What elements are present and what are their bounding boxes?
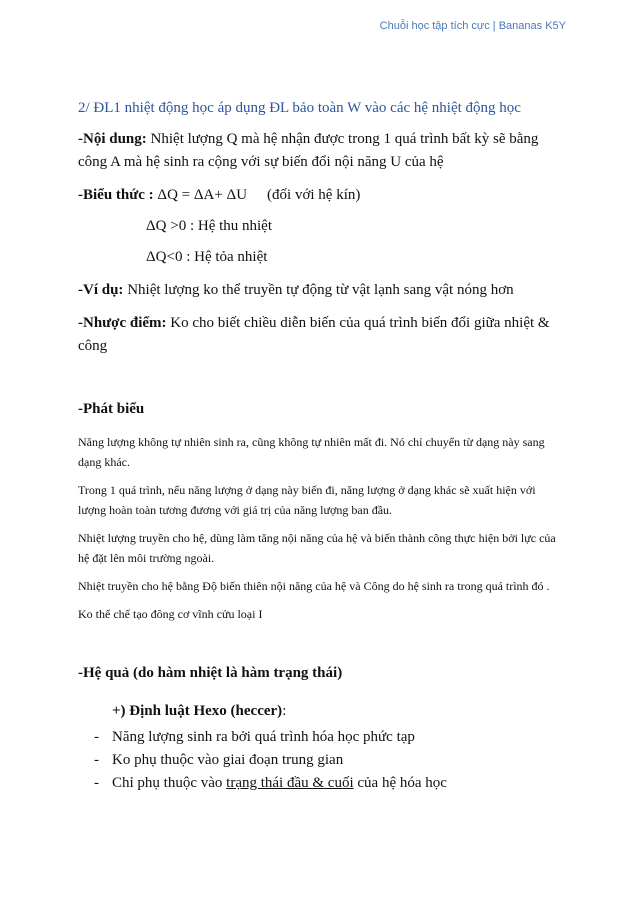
phat-bieu-paragraph-2: Trong 1 quá trình, nếu năng lượng ở dạng này biến đi, năng lượng ở dạng khác sẽ xuất hiện với lượng hoàn toàn tương đương với giá trị của năng lượng ban đầu.	[78, 483, 536, 517]
list-item-text-pre: Chỉ phụ thuộc vào	[112, 775, 227, 791]
hexo-law-label: +) Định luật Hexo (heccer)	[112, 703, 283, 719]
vi-du-label: -Ví dụ:	[78, 282, 124, 298]
list-item	[78, 749, 558, 772]
hexo-law-heading	[112, 700, 558, 722]
list-item-text-underlined: trạng thái đầu & cuối	[226, 775, 354, 791]
document-body	[78, 98, 558, 795]
dash-bullet: -	[94, 752, 99, 768]
noi-dung-paragraph	[78, 128, 558, 174]
page-header: Chuỗi học tập tích cực | Bananas K5Y	[379, 20, 566, 32]
bieu-thuc-note: (đối với hệ kín)	[267, 187, 361, 203]
bieu-thuc-line-1: ΔQ >0 : Hệ thu nhiệt	[146, 218, 273, 234]
nhuoc-diem-paragraph	[78, 312, 558, 358]
nhuoc-diem-label: -Nhược điểm:	[78, 315, 167, 331]
phat-bieu-paragraph-4: Nhiệt truyền cho hệ bằng Độ biến thiên nội năng của hệ và Công do hệ sinh ra trong quá trình đó .	[78, 579, 550, 593]
phat-bieu-heading: -Phát biểu	[78, 401, 145, 417]
he-qua-list	[78, 726, 558, 795]
list-item	[78, 772, 558, 795]
hexo-law-colon: :	[282, 703, 287, 719]
noi-dung-text: Nhiệt lượng Q mà hệ nhận được trong 1 quá trình bất kỳ sẽ bằng công A mà hệ sinh ra cộng với sự biến đổi nội năng U của hệ	[78, 131, 539, 170]
vi-du-paragraph	[78, 279, 558, 302]
vi-du-text: Nhiệt lượng ko thể truyền tự động từ vật lạnh sang vật nóng hơn	[123, 282, 514, 298]
list-item-text-post: của hệ hóa học	[353, 775, 447, 791]
he-qua-heading: -Hệ quả (do hàm nhiệt là hàm trạng thái)	[78, 665, 343, 681]
bieu-thuc-formula: ΔQ = ΔA+ ΔU	[153, 187, 248, 203]
bieu-thuc-label: -Biểu thức :	[78, 187, 154, 203]
list-item-text: Năng lượng sinh ra bởi quá trình hóa học phức tạp	[112, 729, 415, 745]
dash-bullet: -	[94, 775, 99, 791]
nhuoc-diem-text: Ko cho biết chiều diễn biến của quá trình biến đổi giữa nhiệt & công	[78, 315, 550, 354]
phat-bieu-paragraph-5: Ko thể chế tạo đông cơ vĩnh cửu loại I	[78, 607, 263, 621]
noi-dung-label: -Nội dung:	[78, 131, 147, 147]
phat-bieu-paragraph-3: Nhiệt lượng truyền cho hệ, dùng làm tăng nội năng của hệ và biến thành công thực hiện bởi lực của hệ đặt lên môi trường ngoài.	[78, 531, 556, 565]
list-item	[78, 726, 558, 749]
bieu-thuc-paragraph	[78, 184, 558, 207]
dash-bullet: -	[94, 729, 99, 745]
bieu-thuc-line-2: ΔQ<0 : Hệ tỏa nhiệt	[146, 249, 268, 265]
phat-bieu-paragraph-1: Năng lượng không tự nhiên sinh ra, cũng không tự nhiên mất đi. Nó chỉ chuyển từ dạng này sang dạng khác.	[78, 435, 545, 469]
section-title: 2/ ĐL1 nhiệt động học áp dụng ĐL bảo toàn W vào các hệ nhiệt động học	[78, 100, 521, 116]
list-item-text: Ko phụ thuộc vào giai đoạn trung gian	[112, 752, 344, 768]
